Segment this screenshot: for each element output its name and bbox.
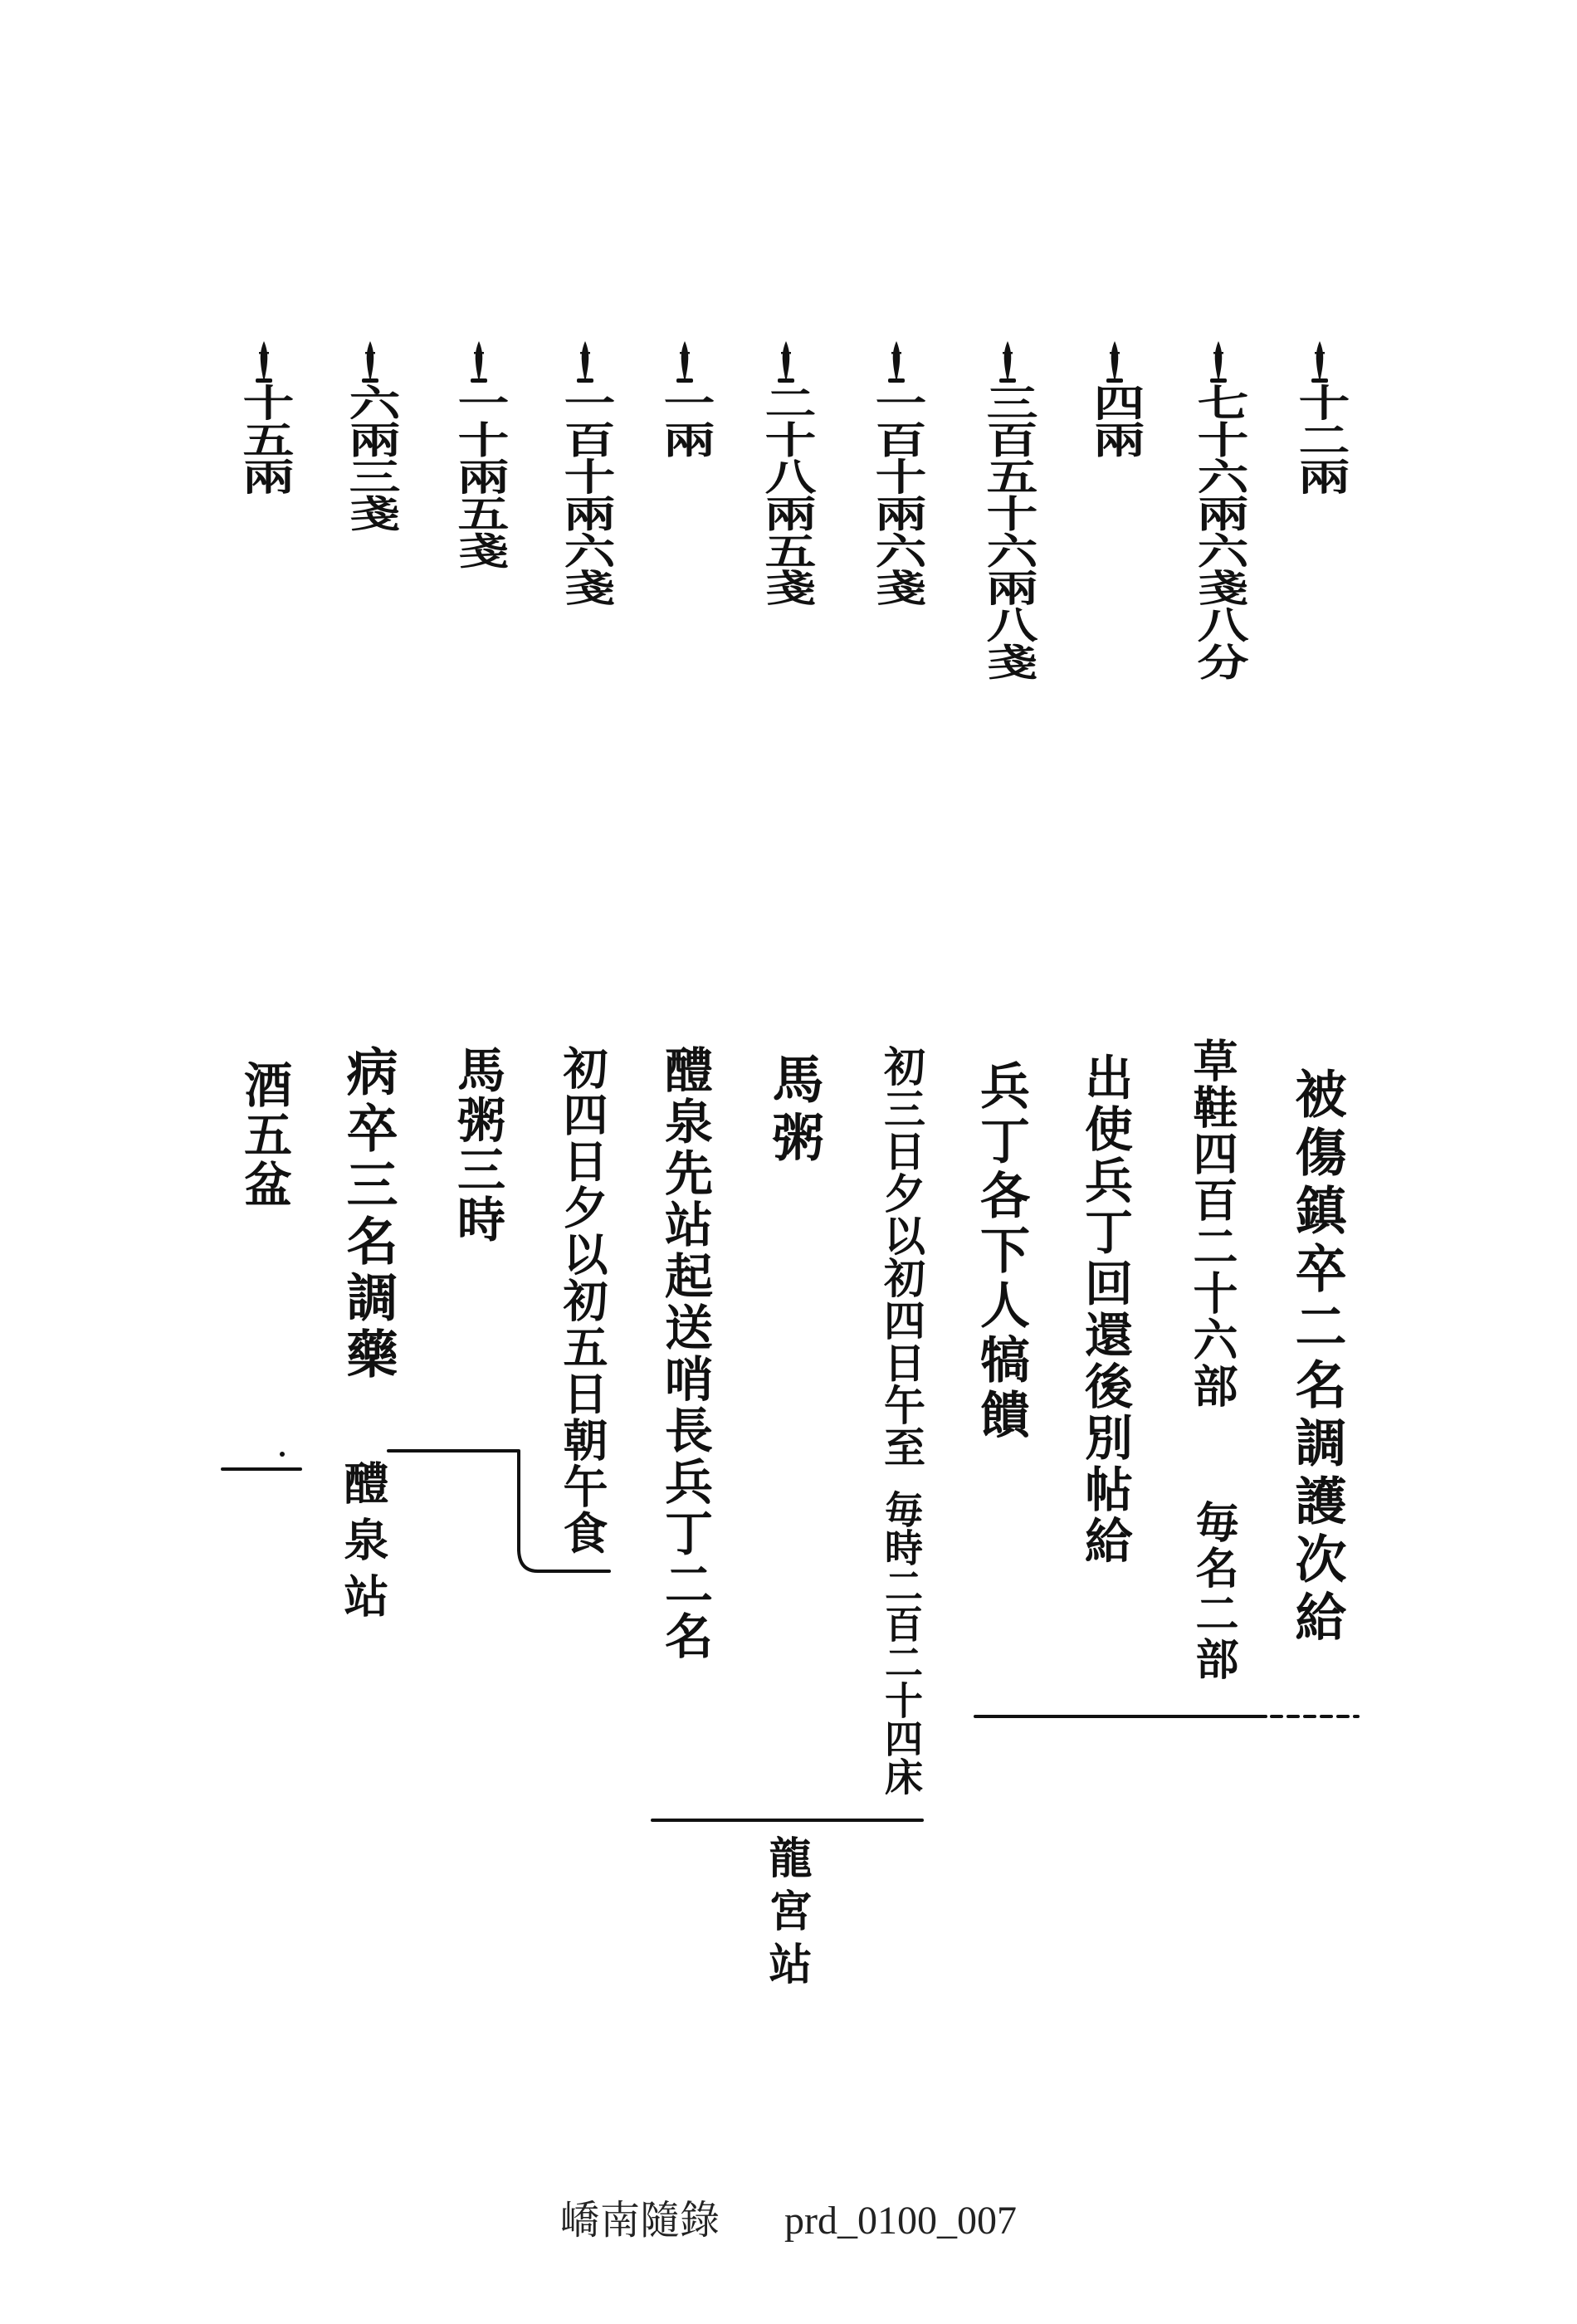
entry-marker-icon [774,340,798,390]
page-footer [0,2201,1577,2241]
entry-marker-icon [466,340,491,390]
upper-entry: 四兩 [1085,383,1145,458]
lower-entry: 醴泉先站起送哨長兵丁二名 [657,1045,713,1662]
upper-entry: 十二兩 [1290,383,1350,495]
entry-marker-icon [884,340,909,390]
upper-entry: 一百十兩六戔 [867,383,927,606]
entry-marker-icon [1102,340,1127,390]
lower-entry: 草鞋四百二十六部 [1186,1038,1239,1409]
entry-marker-icon [672,340,697,390]
entry-marker-icon [1307,340,1332,390]
lower-entry: 病卒三名調藥 [338,1045,398,1384]
upper-entry: 十五兩 [234,383,295,495]
entry-marker-icon [358,340,383,390]
ink-dot [280,1452,285,1457]
upper-entry: 七十六兩六戔八分 [1189,383,1249,681]
lower-entry: 被傷鎮卒二名調護次給 [1286,1067,1347,1648]
entry-marker-icon [1206,340,1231,390]
entry-marker-icon [573,340,598,390]
footer-title: 嶠南隨錄 [560,2199,720,2243]
upper-entry: 六兩三戔 [340,383,401,532]
lower-entry: 出使兵丁回還後別帖給 [1077,1052,1133,1567]
footer-page-id: prd_0100_007 [784,2199,1017,2243]
upper-entry: 一百十兩六戔 [555,383,616,606]
entry-marker-icon [251,340,276,390]
lower-entry: 兵丁各下人犒饋 [972,1060,1030,1443]
lower-entry: 馬粥三時 [449,1045,505,1244]
station-label: 醴泉站 [337,1460,390,1629]
upper-entry: 二十八兩五戔 [756,383,817,606]
entry-note: 毎時二百二十四床 [879,1490,924,1795]
lower-entry: 馬粥 [764,1052,824,1169]
upper-entry: 一兩 [655,383,715,458]
lower-entry: 初三日夕以初四日午至 [877,1045,926,1468]
lower-entry: 酒五盆 [236,1060,292,1209]
entry-note: 毎名二部 [1188,1500,1238,1682]
lower-entry: 初四日夕以初五日朝午食 [556,1045,609,1556]
entry-marker-icon [995,340,1020,390]
upper-entry: 三百五十六兩八戔 [978,383,1038,681]
station-label: 龍宮站 [761,1835,812,1994]
upper-entry: 一十兩五戔 [449,383,510,569]
